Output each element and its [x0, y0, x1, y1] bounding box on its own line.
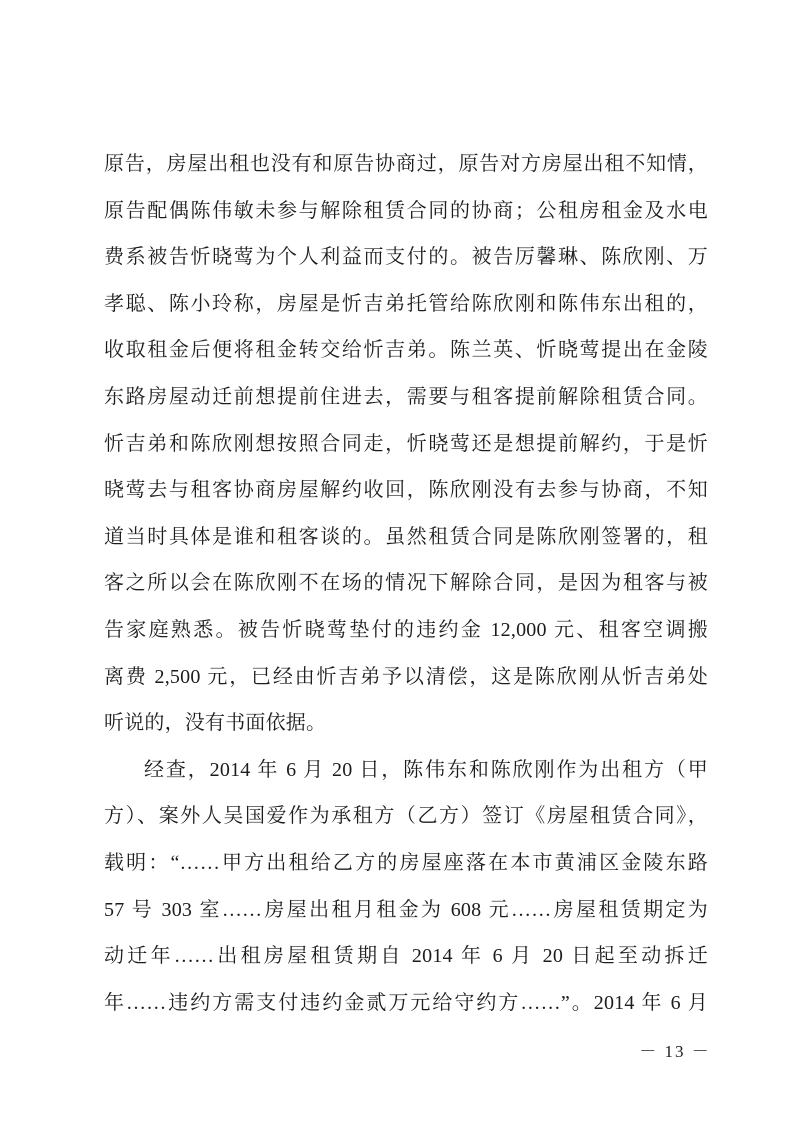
text-line: 告家庭熟悉。被告忻晓莺垫付的违约金 12,000 元、租客空调搬	[104, 618, 708, 641]
text-line: 忻吉弟和陈欣刚想按照合同走，忻晓莺还是想提前解约，于是忻	[104, 432, 708, 455]
text-line: 离费 2,500 元，已经由忻吉弟予以清偿，这是陈欣刚从忻吉弟处	[104, 665, 708, 688]
text-line: 东路房屋动迁前想提前住进去，需要与租客提前解除租赁合同。	[104, 385, 708, 408]
body-text	[104, 141, 708, 1026]
text-line: 道当时具体是谁和租客谈的。虽然租赁合同是陈欣刚签署的，租	[104, 525, 708, 548]
text-line: 收取租金后便将租金转交给忻吉弟。陈兰英、忻晓莺提出在金陵	[104, 339, 708, 362]
page-number: － 13 －	[639, 1042, 711, 1061]
text-line: 原告，房屋出租也没有和原告协商过，原告对方房屋出租不知情，	[104, 153, 708, 175]
text-line: 57 号 303 室……房屋出租月租金为 608 元……房屋租赁期定为	[104, 898, 708, 921]
text-line: 载明：“……甲方出租给乙方的房屋座落在本市黄浦区金陵东路	[104, 851, 708, 874]
text-line: 晓莺去与租客协商房屋解约收回，陈欣刚没有去参与协商，不知	[104, 479, 708, 502]
text-line-paragraph-start: 经查，2014 年 6 月 20 日，陈伟东和陈欣刚作为出租方（甲	[144, 758, 708, 781]
text-line: 原告配偶陈伟敏未参与解除租赁合同的协商；公租房租金及水电	[104, 199, 708, 222]
text-line: 动迁年……出租房屋租赁期自 2014 年 6 月 20 日起至动拆迁	[104, 945, 708, 968]
text-line: 年……违约方需支付违约金贰万元给守约方……”。2014 年 6 月	[104, 991, 708, 1014]
text-line-paragraph-end: 听说的，没有书面依据。	[104, 712, 327, 735]
text-line: 费系被告忻晓莺为个人利益而支付的。被告厉馨琳、陈欣刚、万	[104, 246, 708, 269]
text-line: 方）、案外人吴国爱作为承租方（乙方）签订《房屋租赁合同》，	[104, 805, 708, 828]
text-line: 客之所以会在陈欣刚不在场的情况下解除合同，是因为租客与被	[104, 572, 708, 595]
text-line: 孝聪、陈小玲称，房屋是忻吉弟托管给陈欣刚和陈伟东出租的，	[104, 292, 708, 315]
